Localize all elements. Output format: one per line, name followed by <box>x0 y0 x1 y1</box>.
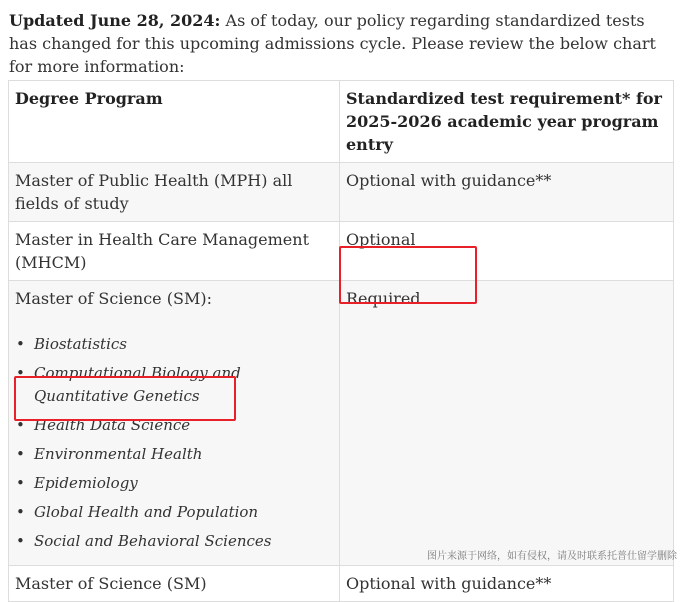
table-row <box>9 222 674 281</box>
header-degree-program: Degree Program <box>9 81 340 163</box>
table-row <box>9 281 674 566</box>
list-item: • Computational Biology and Quantitative Genetics <box>34 362 333 408</box>
intro-paragraph <box>9 9 674 78</box>
program-cell <box>9 281 340 566</box>
list-item: • Environmental Health <box>34 443 333 466</box>
list-item: • Social and Behavioral Sciences <box>34 530 333 553</box>
requirement-cell: Required <box>340 281 674 566</box>
table-row <box>9 163 674 222</box>
program-cell: Master of Science (SM) <box>9 566 340 602</box>
table-row <box>9 566 674 602</box>
updated-date-label: Updated June 28, 2024: <box>9 11 221 30</box>
requirement-cell: Optional with guidance** <box>340 566 674 602</box>
table-header-row <box>9 81 674 163</box>
requirement-cell: Optional with guidance** <box>340 163 674 222</box>
requirement-cell: Optional <box>340 222 674 281</box>
subprogram-list <box>15 333 333 553</box>
list-item: • Biostatistics <box>34 333 333 356</box>
test-requirement-table <box>8 80 674 602</box>
list-item: • Epidemiology <box>34 472 333 495</box>
list-item-health-data-science: • Health Data Science <box>34 414 333 437</box>
program-name: Master of Science (SM): <box>15 289 212 308</box>
watermark-text: 图片来源于网络，如有侵权，请及时联系托普仕留学删除 <box>427 551 677 562</box>
header-test-requirement: Standardized test requirement* for 2025-2026 academic year program entry <box>340 81 674 163</box>
intro-text: As of today, our policy regarding standardized tests has changed for this upcoming admissions cycle. Please review the below chart for more information: <box>9 11 656 76</box>
program-cell: Master in Health Care Management (MHCM) <box>9 222 340 281</box>
list-item: • Global Health and Population <box>34 501 333 524</box>
program-cell: Master of Public Health (MPH) all fields of study <box>9 163 340 222</box>
